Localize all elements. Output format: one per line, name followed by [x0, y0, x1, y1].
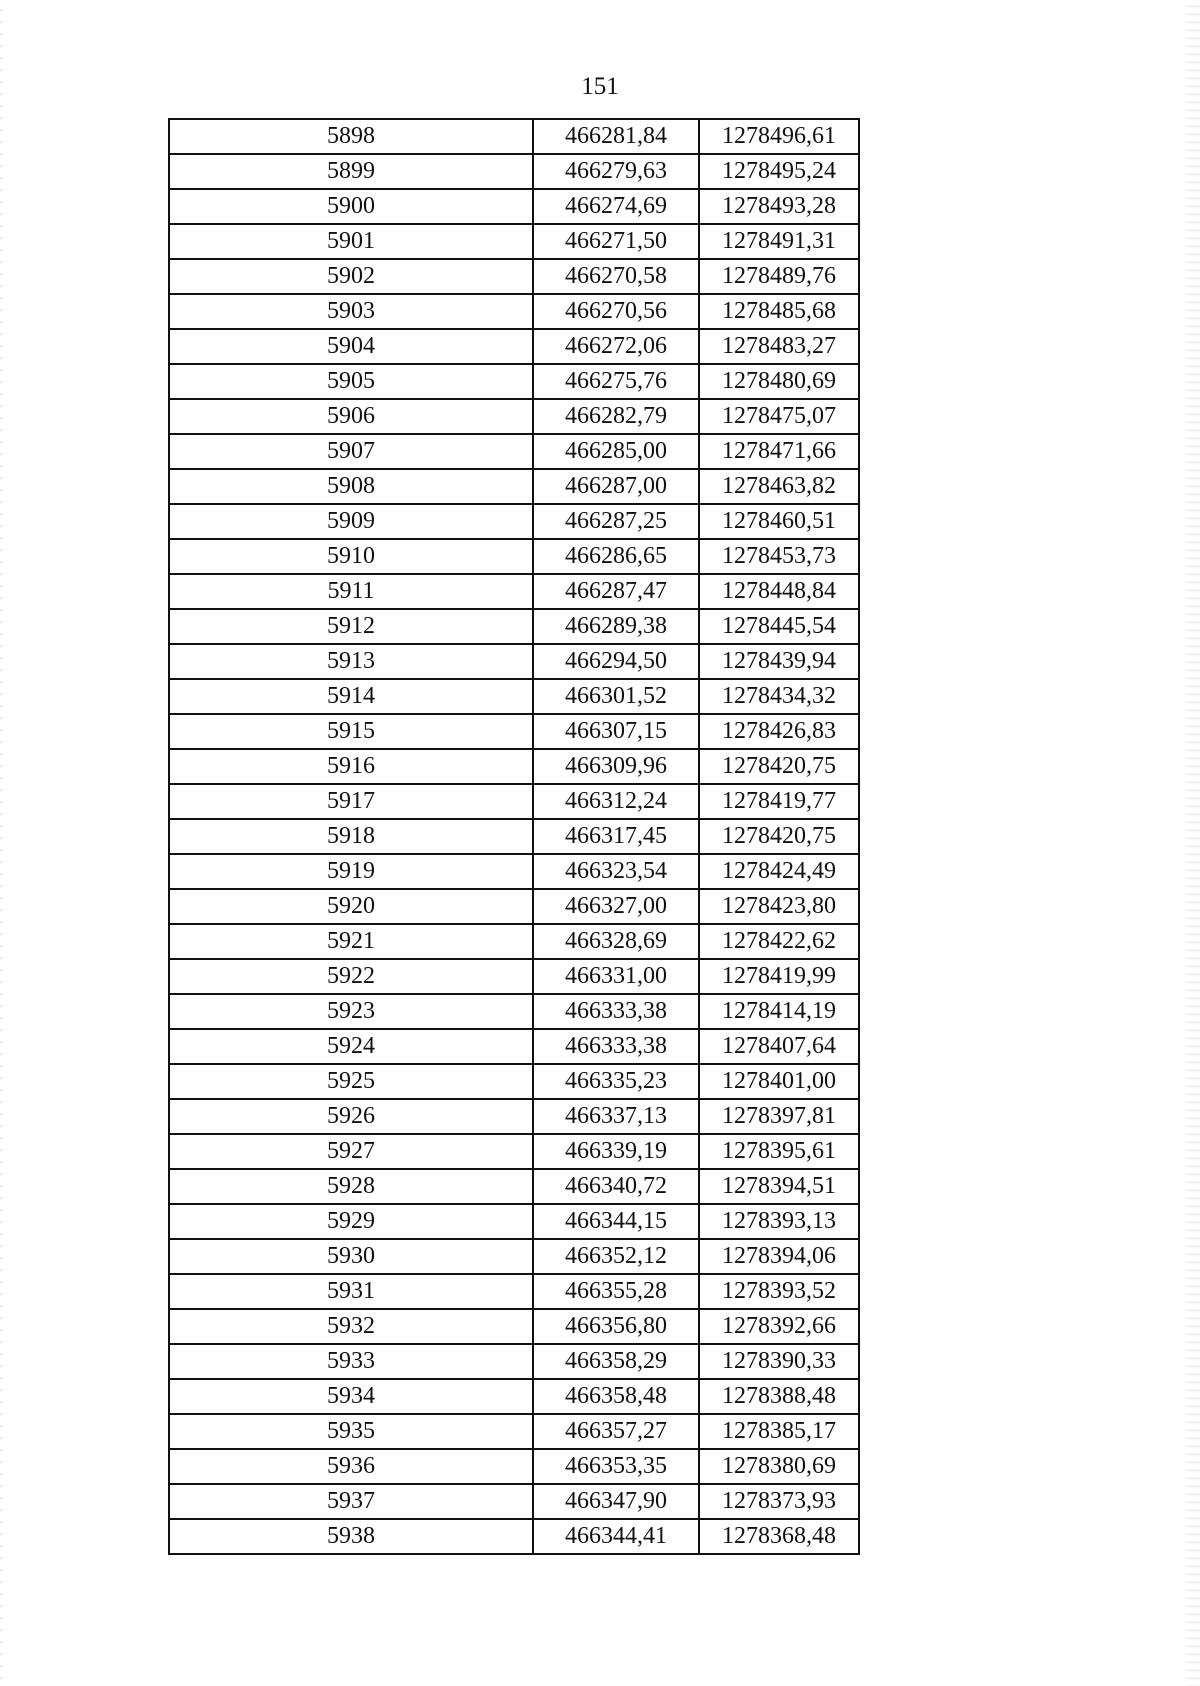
x-coordinate-cell: 466287,47 [533, 574, 699, 609]
point-number-cell: 5915 [169, 714, 533, 749]
point-number-cell: 5903 [169, 294, 533, 329]
point-number-cell: 5900 [169, 189, 533, 224]
point-number-cell: 5929 [169, 1204, 533, 1239]
x-coordinate-cell: 466301,52 [533, 679, 699, 714]
y-coordinate-cell: 1278420,75 [699, 749, 859, 784]
table-row [169, 749, 859, 784]
x-coordinate-cell: 466272,06 [533, 329, 699, 364]
x-coordinate-cell: 466328,69 [533, 924, 699, 959]
x-coordinate-cell: 466281,84 [533, 119, 699, 154]
y-coordinate-cell: 1278453,73 [699, 539, 859, 574]
point-number-cell: 5931 [169, 1274, 533, 1309]
table-row [169, 1519, 859, 1554]
point-number-cell: 5927 [169, 1134, 533, 1169]
coordinates-table [168, 118, 860, 1555]
y-coordinate-cell: 1278491,31 [699, 224, 859, 259]
x-coordinate-cell: 466287,25 [533, 504, 699, 539]
table-row [169, 1099, 859, 1134]
x-coordinate-cell: 466312,24 [533, 784, 699, 819]
y-coordinate-cell: 1278388,48 [699, 1379, 859, 1414]
y-coordinate-cell: 1278471,66 [699, 434, 859, 469]
y-coordinate-cell: 1278475,07 [699, 399, 859, 434]
point-number-cell: 5924 [169, 1029, 533, 1064]
y-coordinate-cell: 1278493,28 [699, 189, 859, 224]
table-row [169, 399, 859, 434]
point-number-cell: 5913 [169, 644, 533, 679]
y-coordinate-cell: 1278448,84 [699, 574, 859, 609]
y-coordinate-cell: 1278422,62 [699, 924, 859, 959]
x-coordinate-cell: 466286,65 [533, 539, 699, 574]
table-row [169, 784, 859, 819]
table-row [169, 1309, 859, 1344]
point-number-cell: 5908 [169, 469, 533, 504]
x-coordinate-cell: 466344,15 [533, 1204, 699, 1239]
x-coordinate-cell: 466358,48 [533, 1379, 699, 1414]
y-coordinate-cell: 1278390,33 [699, 1344, 859, 1379]
y-coordinate-cell: 1278480,69 [699, 364, 859, 399]
y-coordinate-cell: 1278419,99 [699, 959, 859, 994]
x-coordinate-cell: 466270,56 [533, 294, 699, 329]
x-coordinate-cell: 466352,12 [533, 1239, 699, 1274]
x-coordinate-cell: 466279,63 [533, 154, 699, 189]
scan-edge-left [0, 0, 3, 1686]
table-row [169, 1029, 859, 1064]
table-row [169, 1064, 859, 1099]
y-coordinate-cell: 1278434,32 [699, 679, 859, 714]
table-row [169, 714, 859, 749]
table-row [169, 1344, 859, 1379]
y-coordinate-cell: 1278397,81 [699, 1099, 859, 1134]
point-number-cell: 5922 [169, 959, 533, 994]
point-number-cell: 5921 [169, 924, 533, 959]
point-number-cell: 5912 [169, 609, 533, 644]
x-coordinate-cell: 466358,29 [533, 1344, 699, 1379]
x-coordinate-cell: 466274,69 [533, 189, 699, 224]
table-row [169, 189, 859, 224]
table-row [169, 889, 859, 924]
point-number-cell: 5934 [169, 1379, 533, 1414]
table-row [169, 1484, 859, 1519]
point-number-cell: 5911 [169, 574, 533, 609]
y-coordinate-cell: 1278419,77 [699, 784, 859, 819]
x-coordinate-cell: 466289,38 [533, 609, 699, 644]
x-coordinate-cell: 466333,38 [533, 994, 699, 1029]
point-number-cell: 5920 [169, 889, 533, 924]
point-number-cell: 5905 [169, 364, 533, 399]
y-coordinate-cell: 1278393,13 [699, 1204, 859, 1239]
y-coordinate-cell: 1278414,19 [699, 994, 859, 1029]
table-row [169, 469, 859, 504]
point-number-cell: 5935 [169, 1414, 533, 1449]
y-coordinate-cell: 1278392,66 [699, 1309, 859, 1344]
y-coordinate-cell: 1278385,17 [699, 1414, 859, 1449]
y-coordinate-cell: 1278394,06 [699, 1239, 859, 1274]
table-row [169, 1239, 859, 1274]
x-coordinate-cell: 466287,00 [533, 469, 699, 504]
y-coordinate-cell: 1278445,54 [699, 609, 859, 644]
y-coordinate-cell: 1278460,51 [699, 504, 859, 539]
x-coordinate-cell: 466294,50 [533, 644, 699, 679]
y-coordinate-cell: 1278394,51 [699, 1169, 859, 1204]
x-coordinate-cell: 466307,15 [533, 714, 699, 749]
x-coordinate-cell: 466270,58 [533, 259, 699, 294]
y-coordinate-cell: 1278420,75 [699, 819, 859, 854]
y-coordinate-cell: 1278395,61 [699, 1134, 859, 1169]
y-coordinate-cell: 1278393,52 [699, 1274, 859, 1309]
x-coordinate-cell: 466327,00 [533, 889, 699, 924]
table-row [169, 329, 859, 364]
table-row [169, 1134, 859, 1169]
point-number-cell: 5906 [169, 399, 533, 434]
y-coordinate-cell: 1278368,48 [699, 1519, 859, 1554]
x-coordinate-cell: 466271,50 [533, 224, 699, 259]
point-number-cell: 5899 [169, 154, 533, 189]
x-coordinate-cell: 466282,79 [533, 399, 699, 434]
point-number-cell: 5917 [169, 784, 533, 819]
table-row [169, 679, 859, 714]
point-number-cell: 5904 [169, 329, 533, 364]
x-coordinate-cell: 466309,96 [533, 749, 699, 784]
table-row [169, 1169, 859, 1204]
x-coordinate-cell: 466317,45 [533, 819, 699, 854]
x-coordinate-cell: 466340,72 [533, 1169, 699, 1204]
x-coordinate-cell: 466285,00 [533, 434, 699, 469]
point-number-cell: 5926 [169, 1099, 533, 1134]
x-coordinate-cell: 466333,38 [533, 1029, 699, 1064]
point-number-cell: 5936 [169, 1449, 533, 1484]
table-row [169, 1274, 859, 1309]
table-row [169, 154, 859, 189]
y-coordinate-cell: 1278407,64 [699, 1029, 859, 1064]
x-coordinate-cell: 466323,54 [533, 854, 699, 889]
scan-edge-right [1186, 0, 1200, 1686]
point-number-cell: 5918 [169, 819, 533, 854]
table-row [169, 994, 859, 1029]
table-row [169, 434, 859, 469]
table-row [169, 959, 859, 994]
y-coordinate-cell: 1278496,61 [699, 119, 859, 154]
y-coordinate-cell: 1278483,27 [699, 329, 859, 364]
point-number-cell: 5901 [169, 224, 533, 259]
table-row [169, 504, 859, 539]
x-coordinate-cell: 466355,28 [533, 1274, 699, 1309]
y-coordinate-cell: 1278423,80 [699, 889, 859, 924]
table-row [169, 539, 859, 574]
y-coordinate-cell: 1278373,93 [699, 1484, 859, 1519]
point-number-cell: 5937 [169, 1484, 533, 1519]
y-coordinate-cell: 1278380,69 [699, 1449, 859, 1484]
point-number-cell: 5933 [169, 1344, 533, 1379]
point-number-cell: 5902 [169, 259, 533, 294]
table-row [169, 119, 859, 154]
y-coordinate-cell: 1278424,49 [699, 854, 859, 889]
y-coordinate-cell: 1278485,68 [699, 294, 859, 329]
x-coordinate-cell: 466331,00 [533, 959, 699, 994]
point-number-cell: 5923 [169, 994, 533, 1029]
table-row [169, 854, 859, 889]
table-row [169, 1449, 859, 1484]
x-coordinate-cell: 466353,35 [533, 1449, 699, 1484]
table-row [169, 224, 859, 259]
point-number-cell: 5898 [169, 119, 533, 154]
y-coordinate-cell: 1278489,76 [699, 259, 859, 294]
point-number-cell: 5909 [169, 504, 533, 539]
point-number-cell: 5916 [169, 749, 533, 784]
table-row [169, 574, 859, 609]
x-coordinate-cell: 466357,27 [533, 1414, 699, 1449]
table-row [169, 819, 859, 854]
point-number-cell: 5914 [169, 679, 533, 714]
point-number-cell: 5910 [169, 539, 533, 574]
y-coordinate-cell: 1278401,00 [699, 1064, 859, 1099]
point-number-cell: 5938 [169, 1519, 533, 1554]
table-row [169, 1414, 859, 1449]
x-coordinate-cell: 466337,13 [533, 1099, 699, 1134]
x-coordinate-cell: 466347,90 [533, 1484, 699, 1519]
y-coordinate-cell: 1278495,24 [699, 154, 859, 189]
table-row [169, 364, 859, 399]
x-coordinate-cell: 466344,41 [533, 1519, 699, 1554]
table-row [169, 924, 859, 959]
point-number-cell: 5919 [169, 854, 533, 889]
y-coordinate-cell: 1278426,83 [699, 714, 859, 749]
point-number-cell: 5932 [169, 1309, 533, 1344]
point-number-cell: 5925 [169, 1064, 533, 1099]
table-row [169, 644, 859, 679]
table-row [169, 1379, 859, 1414]
table-row [169, 609, 859, 644]
x-coordinate-cell: 466275,76 [533, 364, 699, 399]
point-number-cell: 5907 [169, 434, 533, 469]
table-row [169, 1204, 859, 1239]
x-coordinate-cell: 466335,23 [533, 1064, 699, 1099]
table-row [169, 259, 859, 294]
y-coordinate-cell: 1278439,94 [699, 644, 859, 679]
x-coordinate-cell: 466339,19 [533, 1134, 699, 1169]
x-coordinate-cell: 466356,80 [533, 1309, 699, 1344]
table-row [169, 294, 859, 329]
page-number: 151 [581, 73, 619, 100]
y-coordinate-cell: 1278463,82 [699, 469, 859, 504]
point-number-cell: 5930 [169, 1239, 533, 1274]
point-number-cell: 5928 [169, 1169, 533, 1204]
coordinates-table-body [169, 119, 859, 1554]
